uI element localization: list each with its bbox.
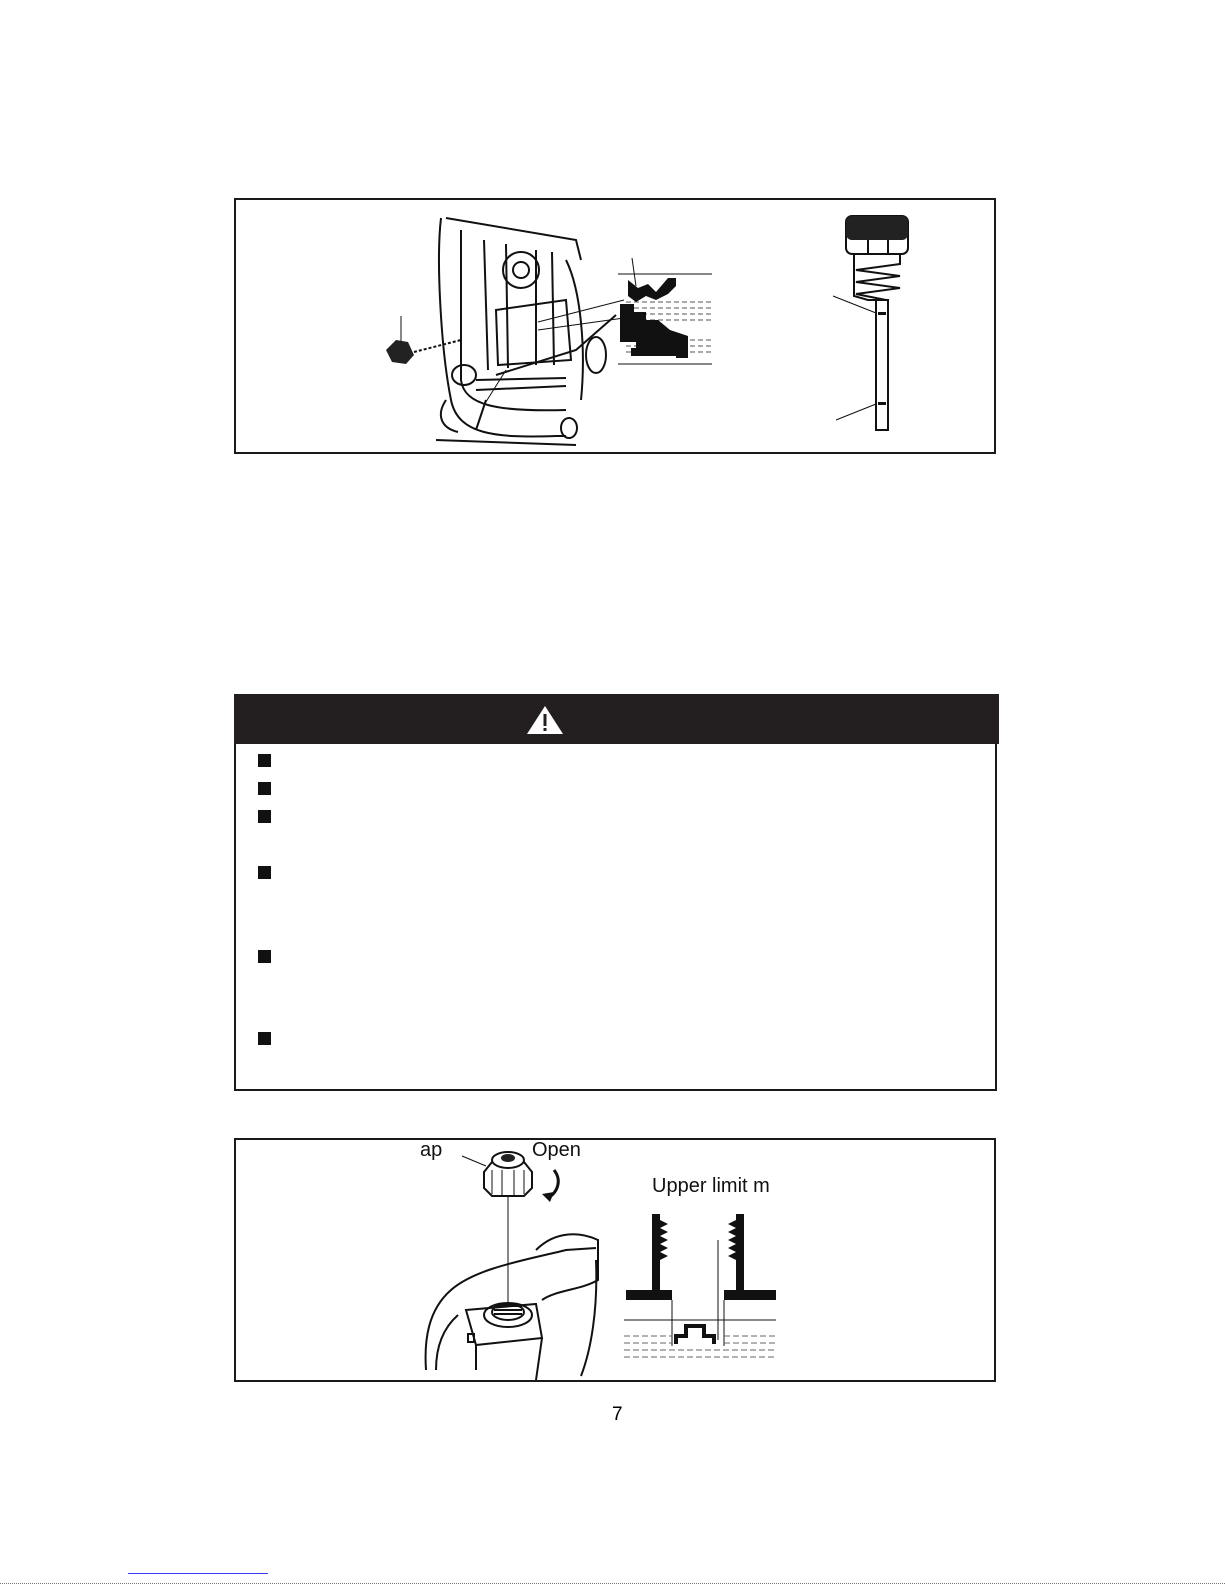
figure-oil-check: [234, 198, 996, 454]
upper-limit-detail: [624, 1214, 776, 1357]
page-number: 7: [612, 1404, 623, 1425]
oil-check-illustration: [236, 200, 994, 452]
warning-triangle-icon: [525, 704, 565, 736]
warning-bullet: [258, 810, 271, 823]
fuel-cap: [462, 1152, 558, 1305]
warning-header: [234, 694, 999, 744]
label-open: Open: [532, 1140, 581, 1161]
oil-level-detail: [618, 274, 712, 364]
fuel-tank-drawing: [426, 1234, 598, 1380]
label-cap: ap: [420, 1140, 443, 1161]
footer-link-underline[interactable]: [128, 1573, 268, 1574]
warning-bullet: [258, 866, 271, 879]
dipstick-cap-small: [386, 316, 461, 364]
generator-housing-drawing: [436, 218, 616, 445]
warning-bullet: [258, 1032, 271, 1045]
label-upper-limit: Upper limit m: [652, 1175, 770, 1197]
warning-box: [234, 694, 997, 1091]
dipstick-large: [833, 216, 908, 430]
warning-bullet: [258, 754, 271, 767]
fuel-fill-illustration: [236, 1140, 994, 1380]
warning-bullet: [258, 782, 271, 795]
warning-bullet: [258, 950, 271, 963]
footer-divider: [0, 1583, 1225, 1584]
figure-fuel-fill: [234, 1138, 996, 1382]
